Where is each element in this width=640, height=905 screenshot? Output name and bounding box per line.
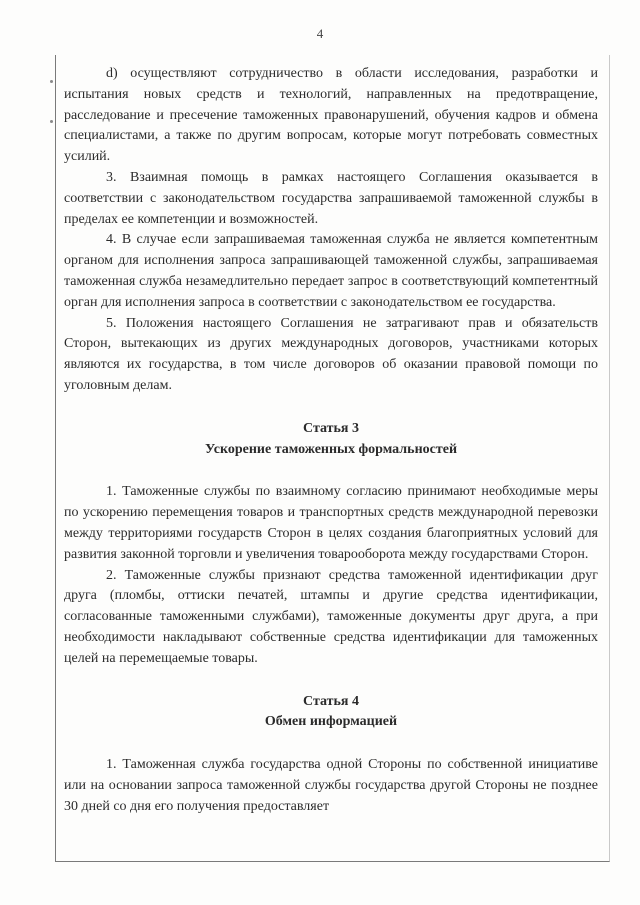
- document-body: [64, 64, 598, 818]
- paragraph-5: 5. Положения настоящего Соглашения не затрагивают прав и обязательств Сторон, вытекающих из других международных договоров, участниками которых являются их государства, в том числе договоров об оказании правовой помощи по уголовным делам.: [64, 315, 598, 393]
- scan-mark: [50, 80, 53, 83]
- article-4-title: Обмен информацией: [264, 714, 398, 730]
- article-3-paragraph-1: 1. Таможенные службы по взаимному согласию принимают необходимые меры по ускорению перемещения товаров и транспортных средств международной перевозки между территориями государств Сторон в целях создания благоприятных условий для развития законной торговли и увеличения товарооборота между государствами Сторон.: [64, 484, 598, 562]
- paragraph-2d: d) осуществляют сотрудничество в области исследования, разработки и испытания новых средств и технологий, направленных на предотвращение, расследование и пресечение таможенных правонарушений, обучения кадров и обмена специалистами, а также по другим вопросам, которые могут потребовать совместных усилий.: [64, 66, 598, 165]
- page-number: 4: [316, 26, 324, 41]
- article-3-paragraph-2: 2. Таможенные службы признают средства таможенной идентификации друг друга (пломбы, оттиски печатей, штампы и другие средства идентификации, согласованные таможенными службами), таможенные документы друг друга, а при необходимости накладывают собственные средства идентификации для таможенных целей на перемещаемые товары.: [64, 567, 598, 666]
- article-3-title: Ускорение таможенных формальностей: [204, 441, 458, 457]
- paragraph-4: 4. В случае если запрашиваемая таможенная служба не является компетентным органом для исполнения запроса запрашивающей таможенной службы, запрашиваемая таможенная служба незамедлительно передает запрос в соответствующий компетентный орган для исполнения запроса в соответствии с законодательством ее государства.: [64, 232, 598, 310]
- paragraph-3: 3. Взаимная помощь в рамках настоящего Соглашения оказывается в соответствии с законодательством государства запрашиваемой таможенной службы в пределах ее компетенции и возможностей.: [64, 169, 598, 227]
- article-4-number: Статья 4: [303, 693, 359, 709]
- article-3-number: Статья 3: [303, 420, 359, 436]
- article-4-paragraph-1: 1. Таможенная служба государства одной Стороны по собственной инициативе или на основании запроса таможенной службы государства другой Стороны не позднее 30 дней со дня его получения предоставляет: [64, 757, 598, 814]
- scan-mark: [50, 120, 53, 123]
